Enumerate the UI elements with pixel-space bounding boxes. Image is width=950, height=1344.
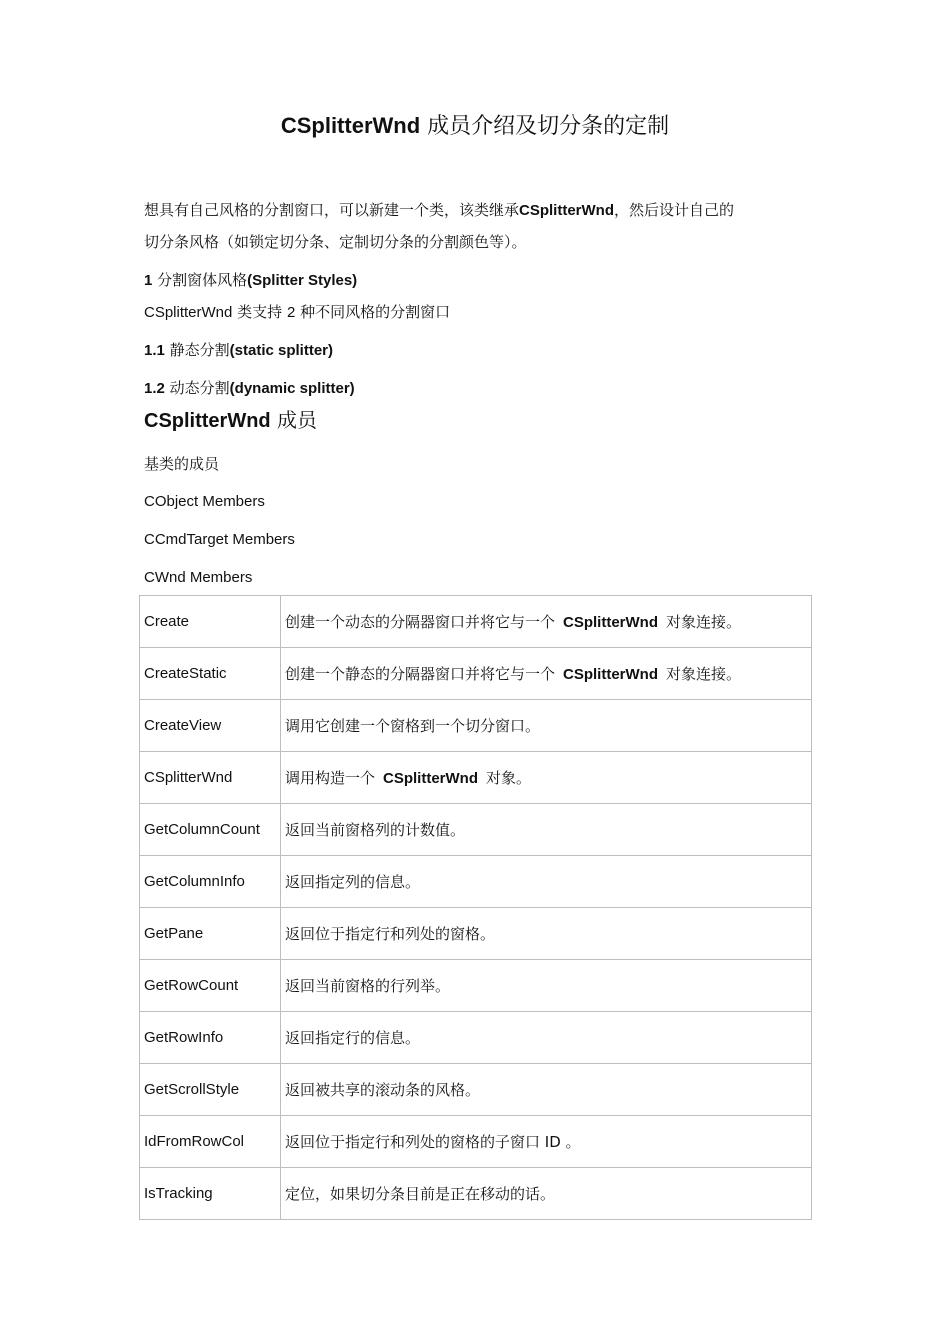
title-classname: CSplitterWnd — [280, 113, 421, 138]
section-1-english: (Splitter Styles) — [247, 272, 358, 289]
member-description-cell — [281, 1168, 812, 1220]
member-name-cell[interactable]: CreateStatic — [140, 648, 281, 700]
description-suffix: 对象连接。 — [666, 665, 742, 683]
member-description-cell — [281, 700, 812, 752]
member-description-cell — [281, 908, 812, 960]
base-label-text: 基类的成员 — [144, 455, 220, 473]
intro-text-2: 切分条风格（如锁定切分条、定制切分条的分割颜色等）。 — [144, 233, 527, 251]
member-name-cell[interactable]: GetRowInfo — [140, 1012, 281, 1064]
members-heading — [144, 406, 317, 435]
intro-classname: CSplitterWnd — [519, 202, 615, 219]
section-1-text-b: 类支持 — [237, 303, 283, 321]
description-text: 定位，如果切分条目前是正在移动的话。 — [285, 1185, 556, 1203]
table-row — [140, 1168, 812, 1220]
member-name-cell[interactable]: GetColumnInfo — [140, 856, 281, 908]
section-1-heading — [144, 269, 357, 292]
description-suffix: 对象连接。 — [666, 613, 742, 631]
table-row — [140, 1012, 812, 1064]
section-1-2-english: (dynamic splitter) — [229, 380, 355, 397]
member-description-cell — [281, 1012, 812, 1064]
table-row — [140, 700, 812, 752]
members-heading-rest: 成员 — [277, 408, 318, 432]
members-heading-classname: CSplitterWnd — [144, 410, 271, 432]
section-1-number: 1 — [144, 272, 153, 289]
description-text: 返回指定列的信息。 — [285, 873, 421, 891]
base-member-cwnd[interactable] — [144, 567, 252, 589]
table-row — [140, 804, 812, 856]
member-description-cell — [281, 752, 812, 804]
intro-text-a: 想具有自己风格的分割窗口，可以新建一个类，该类继承 — [144, 201, 520, 219]
description-suffix: 对象。 — [486, 769, 532, 787]
members-table — [139, 595, 812, 1220]
member-name-cell[interactable]: CreateView — [140, 700, 281, 752]
description-text: 创建一个静态的分隔器窗口并将它与一个 — [285, 665, 556, 683]
description-classname: CSplitterWnd — [563, 666, 659, 683]
intro-line-2 — [144, 231, 527, 253]
member-name-cell[interactable]: CSplitterWnd — [140, 752, 281, 804]
section-1-2-number: 1.2 — [144, 380, 165, 397]
description-text: 返回指定行的信息。 — [285, 1029, 421, 1047]
table-row — [140, 908, 812, 960]
title-rest: 成员介绍及切分条的定制 — [427, 114, 670, 139]
section-1-1-english: (static splitter) — [229, 342, 334, 359]
member-name-cell[interactable]: GetColumnCount — [140, 804, 281, 856]
base-member-cobject-text: CObject Members — [144, 493, 265, 510]
member-description-cell — [281, 1116, 812, 1168]
member-description-cell — [281, 596, 812, 648]
member-name-cell[interactable]: GetPane — [140, 908, 281, 960]
description-text: 返回位于指定行和列处的窗格。 — [285, 925, 496, 943]
base-member-ccmdtarget[interactable] — [144, 529, 295, 551]
table-row — [140, 596, 812, 648]
member-description-cell — [281, 856, 812, 908]
description-text: 调用构造一个 — [285, 769, 376, 787]
base-member-cwnd-text: CWnd Members — [144, 569, 253, 586]
member-name-cell[interactable]: Create — [140, 596, 281, 648]
base-member-ccmdtarget-text: CCmdTarget Members — [144, 531, 295, 548]
base-members-label — [144, 453, 219, 475]
base-member-cobject[interactable] — [144, 491, 265, 513]
member-description-cell — [281, 1064, 812, 1116]
section-1-1-label: 静态分割 — [169, 341, 230, 359]
description-text: 返回位于指定行和列处的窗格的子窗口 ID 。 — [285, 1133, 581, 1151]
table-row — [140, 856, 812, 908]
table-row — [140, 752, 812, 804]
description-classname: CSplitterWnd — [383, 770, 479, 787]
section-1-text — [144, 301, 450, 324]
section-1-text-d: 种不同风格的分割窗口 — [300, 303, 451, 321]
member-description-cell — [281, 804, 812, 856]
page-title — [0, 110, 950, 143]
section-1-classname: CSplitterWnd — [144, 304, 233, 321]
description-text: 调用它创建一个窗格到一个切分窗口。 — [285, 717, 541, 735]
section-1-2-label: 动态分割 — [169, 379, 230, 397]
description-classname: CSplitterWnd — [563, 614, 659, 631]
section-1-label: 分割窗体风格 — [157, 271, 248, 289]
section-1-1-number: 1.1 — [144, 342, 165, 359]
description-text: 返回当前窗格列的计数值。 — [285, 821, 466, 839]
member-name-cell[interactable]: IdFromRowCol — [140, 1116, 281, 1168]
section-1-count: 2 — [286, 304, 296, 321]
section-1-1-heading — [144, 339, 333, 362]
table-row — [140, 1116, 812, 1168]
table-row — [140, 1064, 812, 1116]
member-description-cell — [281, 960, 812, 1012]
member-name-cell[interactable]: IsTracking — [140, 1168, 281, 1220]
description-text: 创建一个动态的分隔器窗口并将它与一个 — [285, 613, 556, 631]
member-name-cell[interactable]: GetScrollStyle — [140, 1064, 281, 1116]
description-text: 返回被共享的滚动条的风格。 — [285, 1081, 481, 1099]
section-1-2-heading — [144, 377, 355, 400]
intro-line-1 — [144, 199, 734, 222]
table-row — [140, 648, 812, 700]
member-description-cell — [281, 648, 812, 700]
description-text: 返回当前窗格的行列举。 — [285, 977, 451, 995]
member-name-cell[interactable]: GetRowCount — [140, 960, 281, 1012]
intro-text-c: ，然后设计自己的 — [614, 201, 735, 219]
table-row — [140, 960, 812, 1012]
